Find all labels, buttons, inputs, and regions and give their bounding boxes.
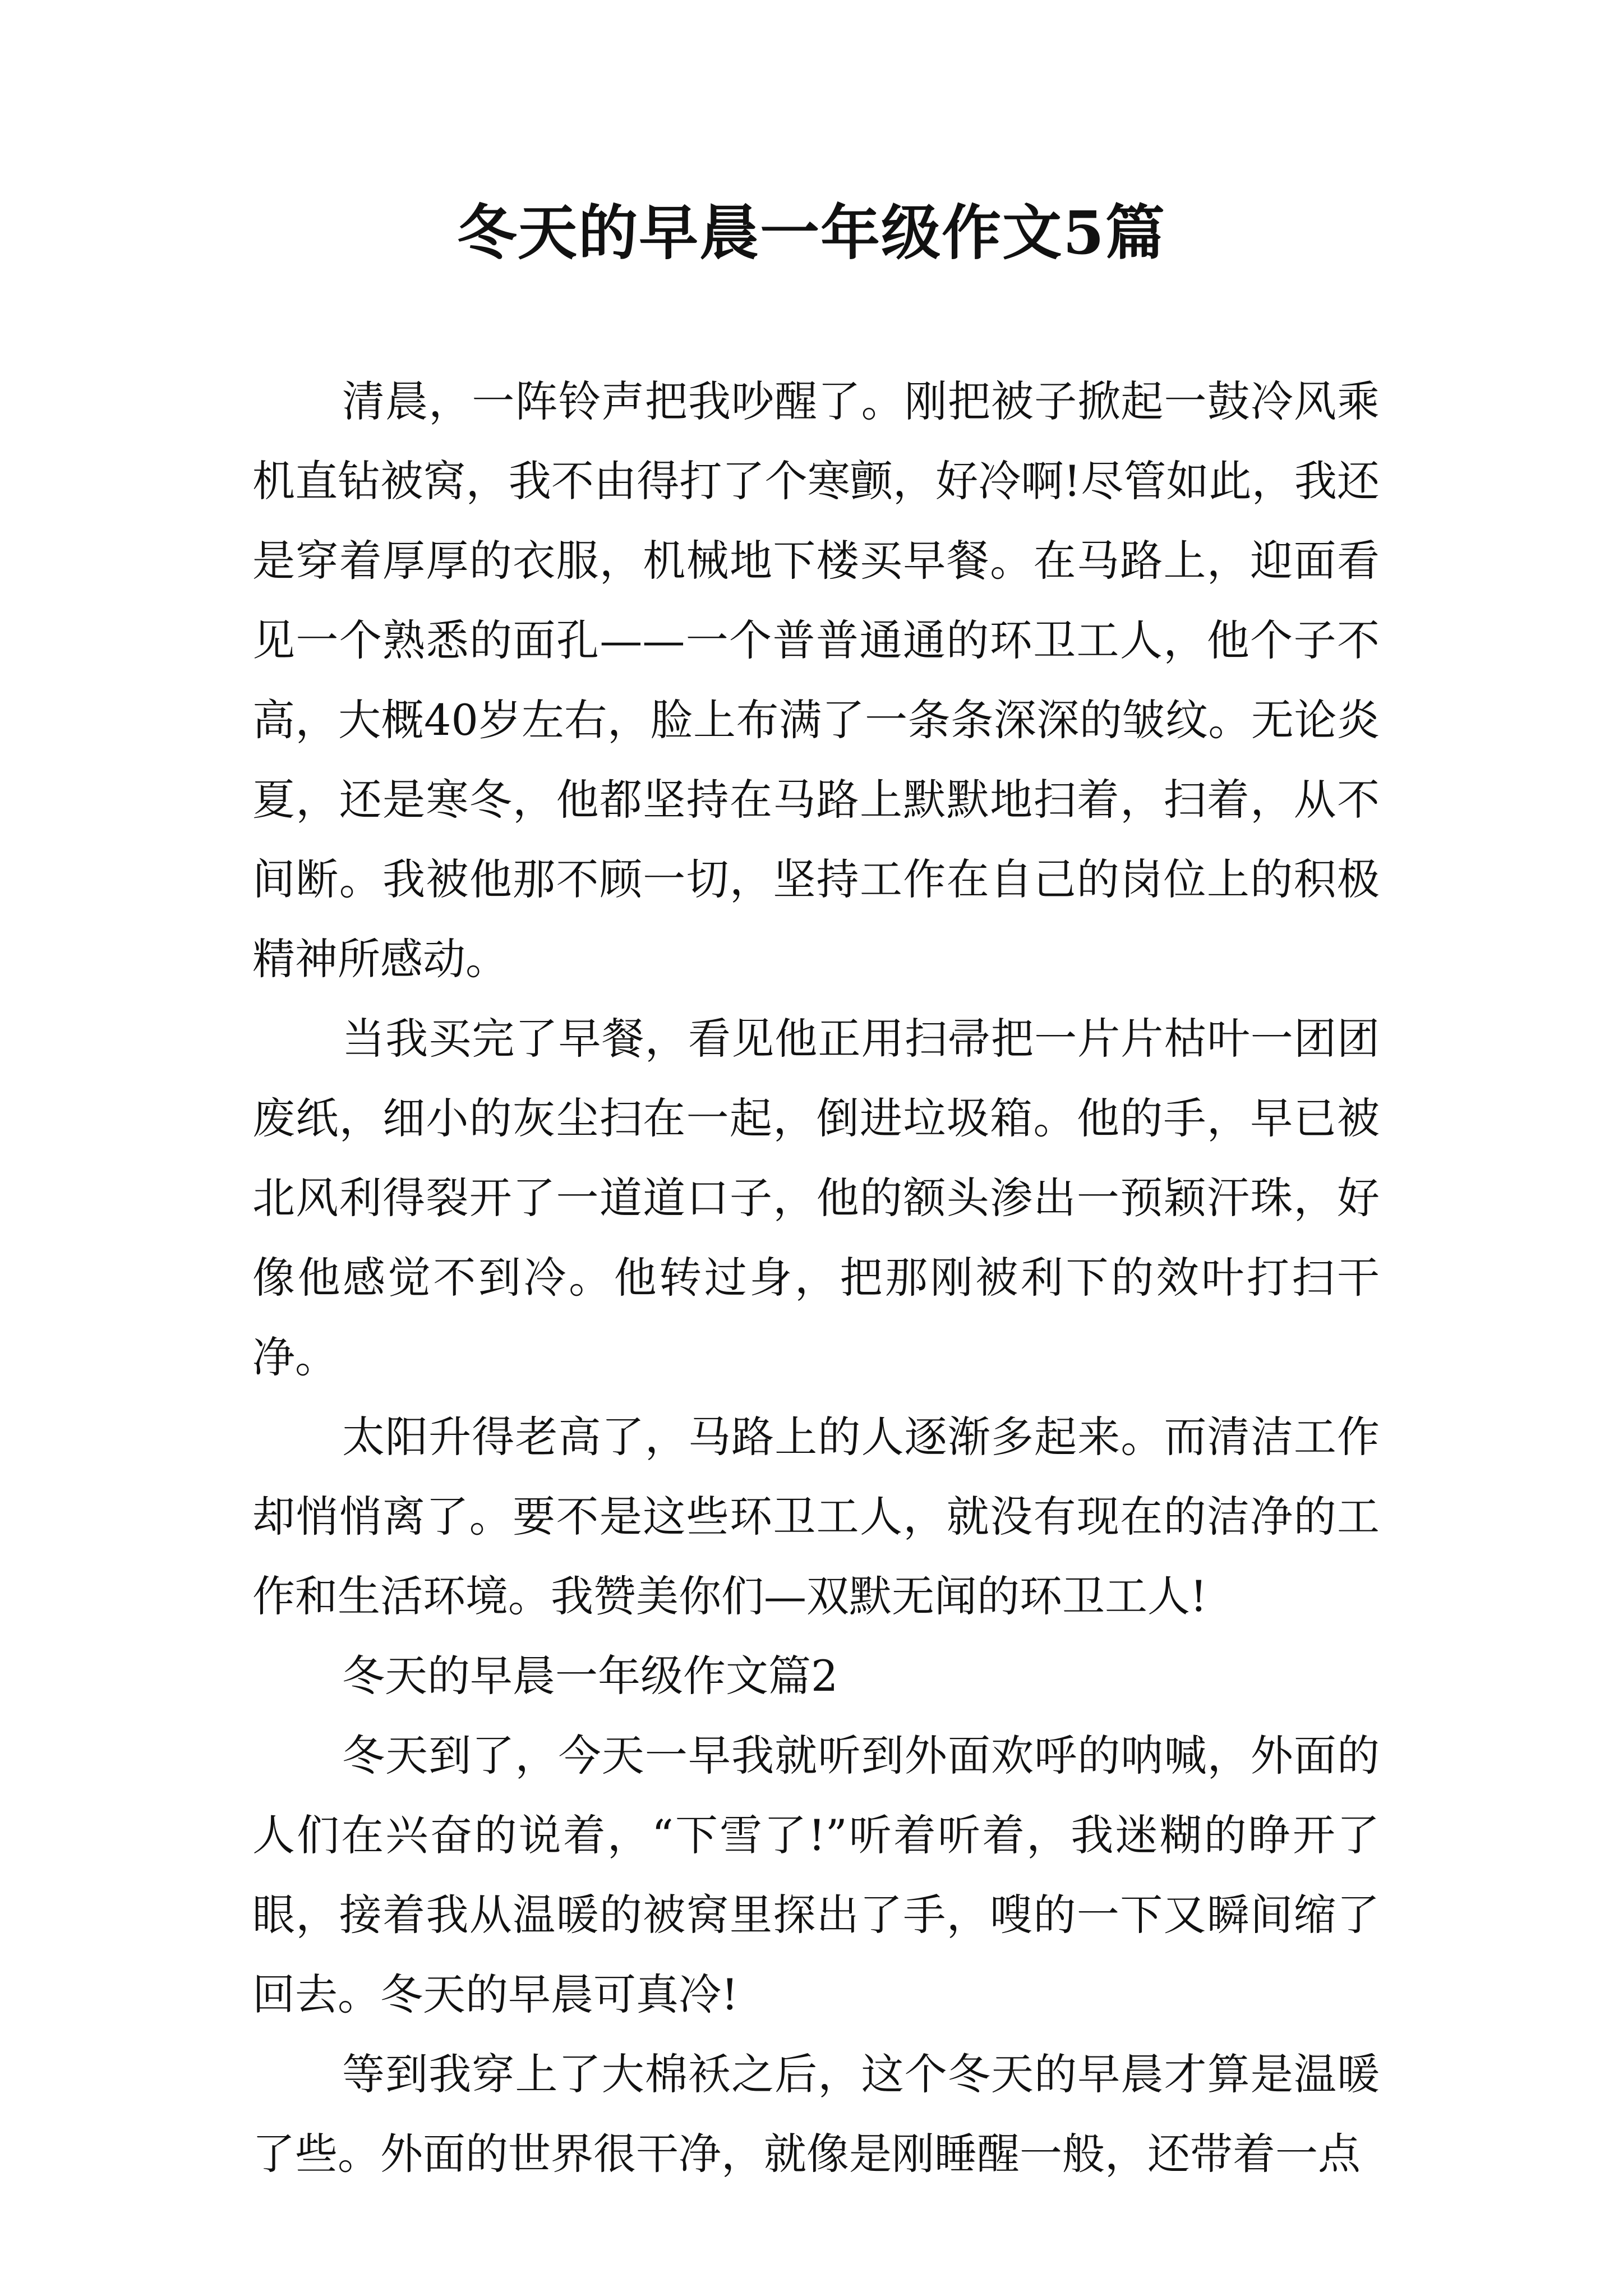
paragraph: 冬天到了，今天一早我就听到外面欢呼的呐喊，外面的人们在兴奋的说着，“下雪了!”听着听着，我迷糊的睁开了眼，接着我从温暖的被窝里探出了手，嗖的一下又瞬间缩了回去。冬天的早晨可真冷! (252, 1731, 1380, 2019)
document-body (252, 362, 1380, 2194)
document-title: 冬天的早晨一年级作文5篇 (457, 197, 1166, 268)
section-heading: 冬天的早晨一年级作文篇2 (342, 1651, 838, 1701)
paragraph: 等到我穿上了大棉袄之后，这个冬天的早晨才算是温暖了些。外面的世界很干净，就像是刚睡醒一般，还带着一点 (252, 2049, 1380, 2179)
paragraph: 当我买完了早餐，看见他正用扫帚把一片片枯叶一团团废纸，细小的灰尘扫在一起，倒进垃圾箱。他的手，早已被北风利得裂开了一道道口子，他的额头渗出一预颖汗珠，好像他感觉不到冷。他转过身，把那刚被利下的效叶打扫干净。 (252, 1014, 1380, 1382)
paragraph: 清晨，一阵铃声把我吵醒了。刚把被子掀起一鼓冷风乘机直钻被窝，我不由得打了个寒颤，好冷啊!尽管如此，我还是穿着厚厚的衣服，机械地下楼买早餐。在马路上，迎面看见一个熟悉的面孔——一个普普通通的环卫工人，他个子不高，大概40岁左右，脸上布满了一条条深深的皱纹。无论炎夏，还是寒冬，他都坚持在马路上默默地扫着，扫着，从不间断。我被他那不顾一切，坚持工作在自己的岗位上的积极精神所感动。 (252, 376, 1380, 984)
paragraph: 太阳升得老高了，马路上的人逐渐多起来。而清洁工作却悄悄离了。要不是这些环卫工人，就没有现在的洁净的工作和生活环境。我赞美你们—双默无闻的环卫工人! (252, 1412, 1380, 1621)
